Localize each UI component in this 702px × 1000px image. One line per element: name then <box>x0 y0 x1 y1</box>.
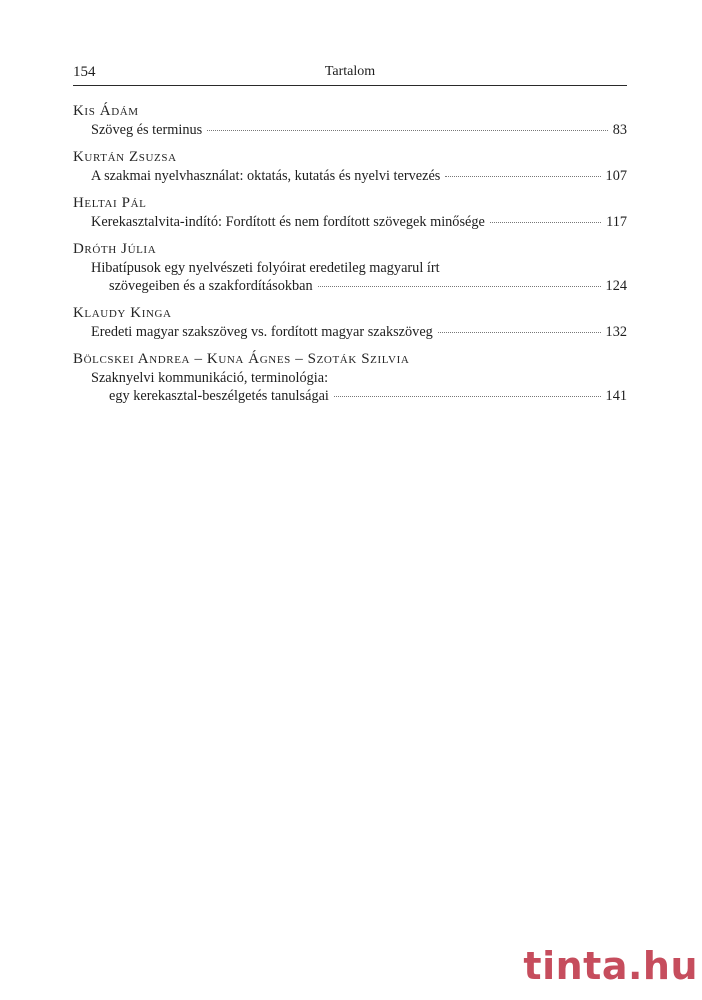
toc-page-number: 124 <box>605 278 627 294</box>
toc-title-line <box>109 387 627 405</box>
toc-title-line <box>91 259 627 277</box>
dot-leader <box>490 222 601 223</box>
toc-entry <box>73 148 627 185</box>
watermark-logo: tinta.hu <box>523 944 698 988</box>
toc-page-number: 83 <box>612 122 627 138</box>
running-head <box>73 62 627 82</box>
toc-author: Heltai Pál <box>73 195 147 211</box>
toc-title: Szöveg és terminus <box>91 122 203 138</box>
toc-title-continued: szövegeiben és a szakfordításokban <box>109 278 313 294</box>
toc-entry <box>73 240 627 295</box>
toc-title: Eredeti magyar szakszöveg vs. fordított magyar szakszöveg <box>91 324 433 340</box>
toc-page-number: 117 <box>606 214 627 230</box>
toc-author: Klaudy Kinga <box>73 305 172 321</box>
dot-leader <box>334 396 601 397</box>
page-number: 154 <box>73 64 96 80</box>
toc-title-continued: egy kerekasztal-beszélgetés tanulságai <box>109 388 329 404</box>
toc-title-line <box>91 213 627 231</box>
toc-author: Kis Ádám <box>73 103 139 119</box>
toc-title-line <box>91 369 627 387</box>
toc-author: Bölcskei Andrea – Kuna Ágnes – Szoták Szilvia <box>73 351 410 367</box>
toc-title: Kerekasztalvita-indító: Fordított és nem fordított szövegek minősége <box>91 214 485 230</box>
toc-title-line <box>91 167 627 185</box>
toc-entry <box>73 102 627 139</box>
toc-title-line <box>109 277 627 295</box>
toc-title: Hibatípusok egy nyelvészeti folyóirat eredetileg magyarul írt <box>91 260 440 276</box>
dot-leader <box>445 176 600 177</box>
dot-leader <box>438 332 601 333</box>
toc-page-number: 107 <box>605 168 627 184</box>
toc-title-line <box>91 121 627 139</box>
header-rule <box>73 85 627 86</box>
toc-entry <box>73 304 627 341</box>
toc-author: Kurtán Zsuzsa <box>73 149 177 165</box>
toc-page-number: 132 <box>605 324 627 340</box>
page-title: Tartalom <box>324 64 376 79</box>
toc-title: A szakmai nyelvhasználat: oktatás, kutatás és nyelvi tervezés <box>91 168 441 184</box>
toc-author: Dróth Júlia <box>73 241 157 257</box>
toc-entry <box>73 350 627 405</box>
table-of-contents <box>73 102 627 414</box>
dot-leader <box>207 130 608 131</box>
toc-title-line <box>91 323 627 341</box>
toc-title: Szaknyelvi kommunikáció, terminológia: <box>91 370 329 386</box>
toc-entry <box>73 194 627 231</box>
toc-page-number: 141 <box>605 388 627 404</box>
dot-leader <box>318 286 601 287</box>
